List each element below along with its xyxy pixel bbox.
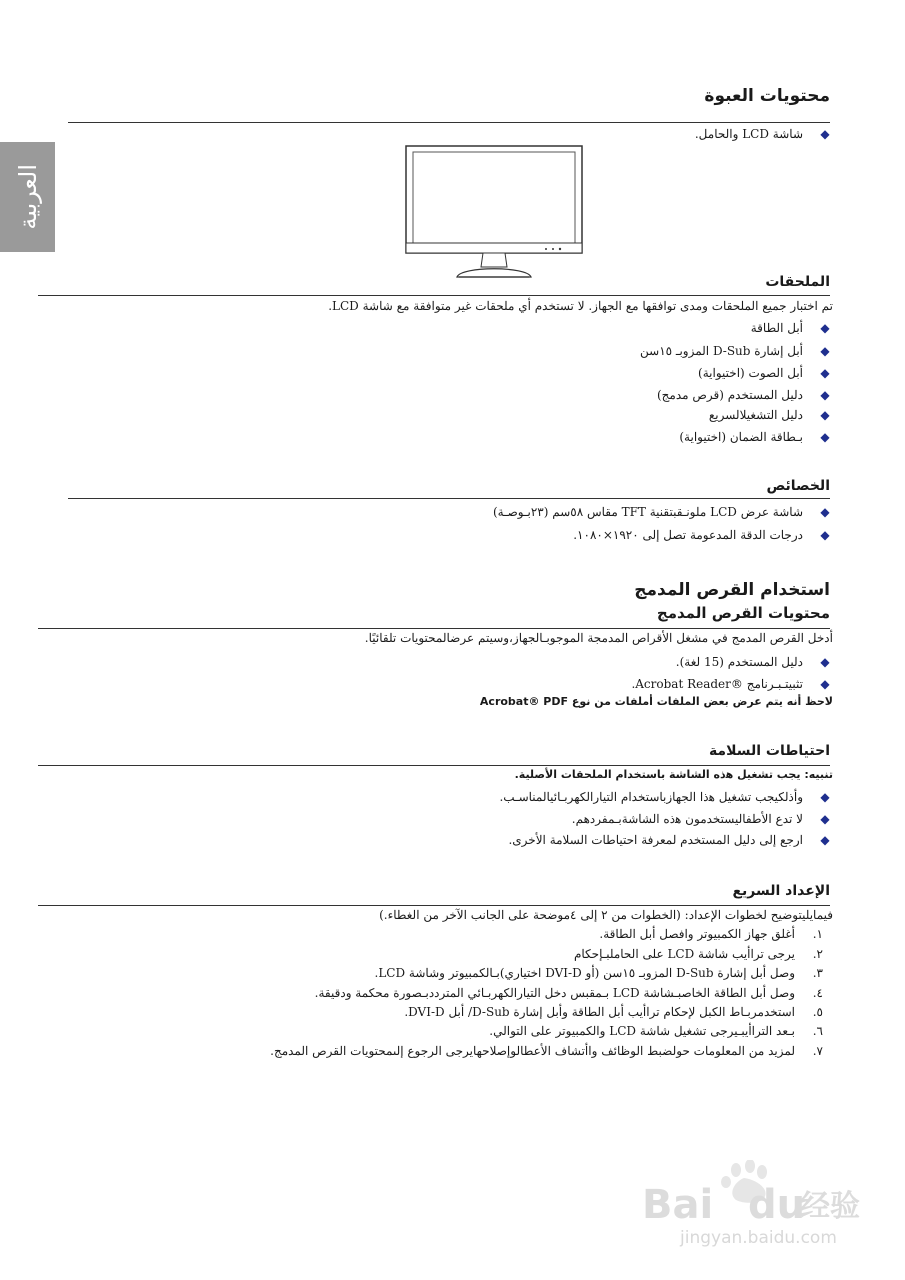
cd-contents-subtitle: محتويات القرص المدمج bbox=[656, 604, 830, 622]
accessories-title: الملحقات bbox=[765, 274, 830, 290]
watermark-url: jingyan.baidu.com bbox=[680, 1228, 837, 1248]
language-tab-label: العربية bbox=[13, 164, 42, 230]
diamond-bullet-icon: ◆ bbox=[820, 430, 830, 444]
package-item: ◆ شاشة LCD والحامل. bbox=[695, 126, 833, 142]
diamond-bullet-icon: ◆ bbox=[820, 833, 830, 847]
quick-setup-rule bbox=[38, 905, 830, 906]
package-contents-title: محتويات العبوة bbox=[704, 86, 830, 106]
diamond-bullet-icon: ◆ bbox=[820, 790, 830, 804]
features-title: الخصائص bbox=[766, 478, 830, 494]
safety-item: ◆ ارجع إلى دليل المستخدم لمعرفة احتياطات السلامة الأخرى. bbox=[508, 832, 833, 848]
quick-setup-title: الإعداد السريع bbox=[732, 883, 830, 899]
svg-text:du: du bbox=[748, 1182, 806, 1228]
language-side-tab bbox=[0, 142, 55, 252]
feature-item: ◆ درجات الدقة المدعومة تصل إلى ١٩٢٠×١٠٨٠. bbox=[573, 527, 833, 543]
setup-step: ١. أغلق جهاز الكمبيوتر وافصل أبل الطاقة. bbox=[599, 927, 823, 941]
package-rule bbox=[68, 122, 830, 123]
cd-usage-title: استخدام القرص المدمج bbox=[634, 580, 830, 600]
cd-item: ◆ دليل المستخدم (15 لغة). bbox=[676, 654, 833, 670]
diamond-bullet-icon: ◆ bbox=[820, 677, 830, 691]
cd-intro: أدخل القرص المدمج في مشغل الأقراص المدمجة الموجوبـالجهاز،وسيتم عرضالمحتويات تلقائيًا. bbox=[364, 631, 833, 645]
setup-step: ٤. وصل أبل الطاقة الخاصبـشاشة LCD بـمقبس دخل التيارالكهربـائي المترددبـصورة محكمة ودقيقة. bbox=[314, 986, 823, 1000]
safety-item: ◆ لا تدع الأطفاليستخدمون ﮬذه الشاشةبـمفردهم. bbox=[572, 811, 833, 827]
accessory-item: ◆ أبل الصوت (اختيواية) bbox=[698, 365, 833, 381]
feature-item: ◆ شاشة عرض LCD ملونـقبتقنية TFT مقاس ٥٨سم (٢٣بـوصـة) bbox=[493, 504, 833, 520]
safety-item: ◆ وأذلكيجب تشغيل ﮬذا الجهازباستخدام التيارالكهربـائيالمناسـب. bbox=[499, 789, 833, 805]
svg-text:Bai: Bai bbox=[642, 1182, 714, 1228]
quick-setup-intro: فيمايليتوضيح لخطوات الإعداد: (الخطوات من ٢ إلى ٤موضحة على الجانب الآخر من الغطاء.) bbox=[379, 908, 833, 922]
diamond-bullet-icon: ◆ bbox=[820, 655, 830, 669]
accessory-item: ◆ بـطاقة الضمان (اختيواية) bbox=[679, 429, 833, 445]
lcd-monitor-illustration bbox=[405, 145, 583, 280]
accessory-item: ◆ أبل إشارة D-Sub المزوبـ ١٥سن bbox=[640, 343, 833, 359]
setup-step: ٢. يرجى تراأيب شاشة LCD على الحاملبـإحكام bbox=[573, 947, 823, 961]
features-rule bbox=[68, 498, 830, 499]
diamond-bullet-icon: ◆ bbox=[820, 344, 830, 358]
setup-step: ٦. بـعد التراأيبـيرجى تشغيل شاشة LCD والكمبيوتر على التوالي. bbox=[489, 1024, 823, 1038]
diamond-bullet-icon: ◆ bbox=[820, 321, 830, 335]
diamond-bullet-icon: ◆ bbox=[820, 812, 830, 826]
setup-step: ٣. وصل أبل إشارة D-Sub المزوبـ ١٥سن (أو DVI-D اختياري)بـالكمبيوتر وشاشة LCD. bbox=[374, 966, 823, 980]
accessories-intro: تم اختبار جميع الملحقات ومدى توافقها مع الجهاز. لا تستخدم أي ملحقات غير متوافقة مع شاشة LCD. bbox=[328, 299, 833, 313]
diamond-bullet-icon: ◆ bbox=[820, 388, 830, 402]
safety-warning: تنبيه: يجب تشغيل ﮬذه الشاشة باستخدام الملحقات الأصلية. bbox=[514, 768, 833, 781]
cd-rule bbox=[38, 628, 830, 629]
diamond-bullet-icon: ◆ bbox=[820, 127, 830, 141]
diamond-bullet-icon: ◆ bbox=[820, 528, 830, 542]
accessory-item: ◆ دليل المستخدم (قرص مدمج) bbox=[657, 387, 833, 403]
diamond-bullet-icon: ◆ bbox=[820, 366, 830, 380]
diamond-bullet-icon: ◆ bbox=[820, 408, 830, 422]
setup-step: ٥. استخدمربـاط الكبل لإحكام تراأيب أبل الطاقة وأبل إشارة D-Sub/ أبل DVI-D. bbox=[404, 1005, 823, 1019]
accessory-item: ◆ أبل الطاقة bbox=[751, 320, 833, 336]
svg-text:经验: 经验 bbox=[800, 1189, 860, 1224]
setup-step: ٧. لمزيد من المعلومات حولضبط الوظائف واأتشاف الأعطالوإصلاحهايرجى الرجوع إلىمحتويات القرص المدمج. bbox=[270, 1044, 823, 1058]
safety-title: احتياطات السلامة bbox=[708, 743, 830, 759]
accessory-item: ◆ دليل التشغيلالسريع bbox=[709, 407, 833, 423]
cd-item: ◆ تثبيتـبـرنامج ®Acrobat Reader. bbox=[631, 676, 833, 692]
accessories-rule bbox=[38, 295, 830, 296]
diamond-bullet-icon: ◆ bbox=[820, 505, 830, 519]
cd-pdf-note: لاحظ أنه يتم عرض بعض الملفات أملفات من نوع Acrobat® PDF bbox=[479, 695, 833, 708]
safety-rule bbox=[38, 765, 830, 766]
